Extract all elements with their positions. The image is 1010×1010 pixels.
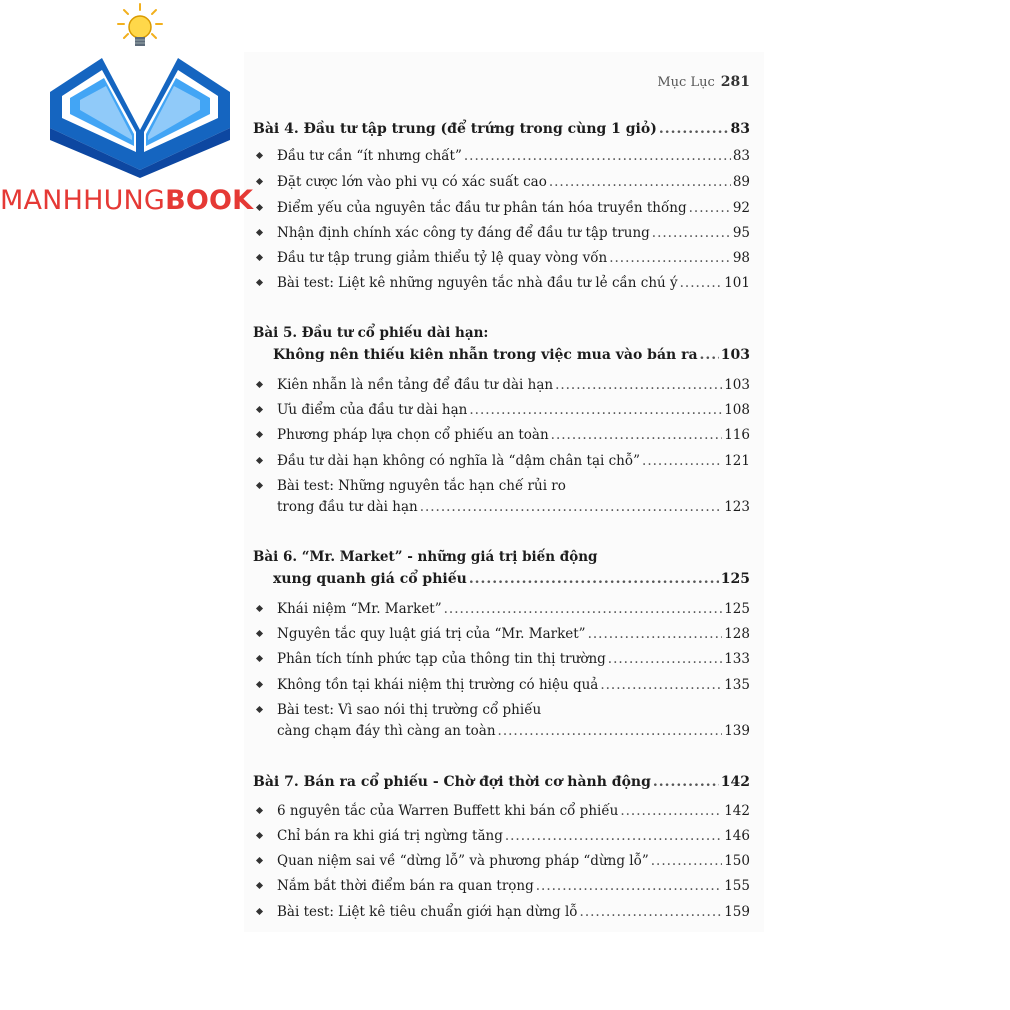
toc-item: Nắm bắt thời điểm bán ra quan trọng ..... 155 <box>253 875 750 897</box>
toc-item: Nhận định chính xác công ty đáng để đầu tư tập trung ..... 95 <box>253 222 750 244</box>
toc-item: Bài test: Những nguyên tắc hạn chế rủi ro <box>253 475 750 497</box>
toc-item: Phương pháp lựa chọn cổ phiếu an toàn ..... 116 <box>253 424 750 446</box>
brand-part1: MANHHUNG <box>0 185 166 216</box>
toc-item: Bài test: Liệt kê tiêu chuẩn giới hạn dừng lỗ ..... 159 <box>253 901 750 923</box>
toc-item: Đầu tư dài hạn không có nghĩa là “dậm chân tại chỗ” ..... 121 <box>253 450 750 472</box>
toc-section-7: Bài 7. Bán ra cổ phiếu - Chờ đợi thời cơ hành động ..... 142 <box>253 771 750 793</box>
toc-item: Bài test: Liệt kê những nguyên tắc nhà đầu tư lẻ cần chú ý ..... 101 <box>253 272 750 294</box>
toc-item: Đặt cược lớn vào phi vụ có xác suất cao ..... 89 <box>253 171 750 193</box>
toc-section-4: Bài 4. Đầu tư tập trung (để trứng trong cùng 1 giỏ) ..... 83 <box>253 118 750 140</box>
brand-wordmark <box>0 184 253 218</box>
toc-item: Bài test: Vì sao nói thị trường cổ phiếu <box>253 699 750 721</box>
toc-section-5: Không nên thiếu kiên nhẫn trong việc mua vào bán ra ..... 103 <box>253 344 750 366</box>
toc-item: Quan niệm sai về “dừng lỗ” và phương pháp “dừng lỗ” ..... 150 <box>253 850 750 872</box>
toc-item: Chỉ bán ra khi giá trị ngừng tăng ..... 146 <box>253 825 750 847</box>
toc-item: Không tồn tại khái niệm thị trường có hiệu quả ..... 135 <box>253 674 750 696</box>
toc-item-continued: trong đầu tư dài hạn ..... 123 <box>253 496 750 518</box>
toc-item: 6 nguyên tắc của Warren Buffett khi bán cổ phiếu ..... 142 <box>253 800 750 822</box>
toc-section-6-title: Bài 6. “Mr. Market” - những giá trị biến động <box>253 549 598 565</box>
toc-item: Đầu tư cần “ít nhưng chất” ..... 83 <box>253 145 750 167</box>
toc-item: Phân tích tính phức tạp của thông tin thị trường ..... 133 <box>253 648 750 670</box>
toc-item: Nguyên tắc quy luật giá trị của “Mr. Market” ..... 128 <box>253 623 750 645</box>
toc-item: Đầu tư tập trung giảm thiểu tỷ lệ quay vòng vốn ..... 98 <box>253 247 750 269</box>
toc-section-5-title: Bài 5. Đầu tư cổ phiếu dài hạn: <box>253 325 489 341</box>
toc-item: Kiên nhẫn là nền tảng để đầu tư dài hạn ..... 103 <box>253 374 750 396</box>
toc-item: Ưu điểm của đầu tư dài hạn ..... 108 <box>253 399 750 421</box>
toc-item-continued: càng chạm đáy thì càng an toàn ..... 139 <box>253 720 750 742</box>
running-header <box>600 74 750 90</box>
toc-item: Khái niệm “Mr. Market” ..... 125 <box>253 598 750 620</box>
header-title: Mục Lục <box>657 75 715 90</box>
open-book-lightbulb-logo-icon <box>40 0 250 180</box>
header-page-number: 281 <box>720 74 750 90</box>
brand-part2: BOOK <box>165 185 254 216</box>
toc-section-6: xung quanh giá cổ phiếu ..... 125 <box>253 568 750 590</box>
toc-item: Điểm yếu của nguyên tắc đầu tư phân tán hóa truyền thống ..... 92 <box>253 197 750 219</box>
